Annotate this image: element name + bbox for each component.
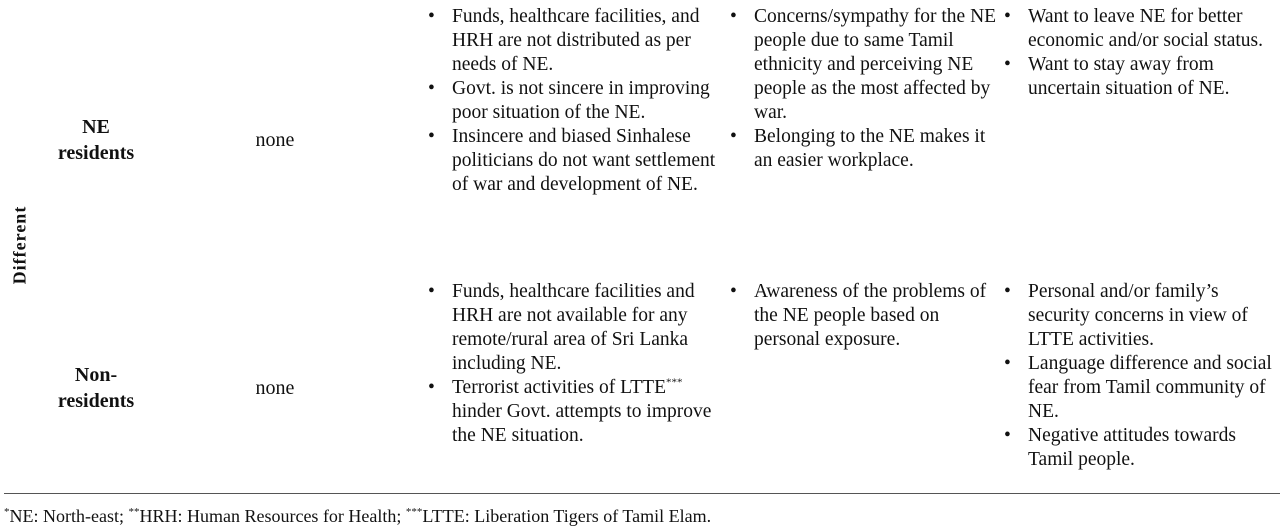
bullet-item: • Govt. is not sincere in improving poor situation of the NE. [426, 77, 726, 125]
bullet-item: • Funds, healthcare facilities and HRH are not available for any remote/rural area of Sri Lanka including NE. [426, 280, 726, 376]
bullet-item: • Awareness of the problems of the NE people based on personal exposure. [728, 280, 998, 352]
row-non-residents-col3 [728, 280, 998, 352]
bullet-item: • Terrorist activities of LTTE*** hinder Govt. attempts to improve the NE situation. [426, 376, 726, 448]
bullet-item: • Personal and/or family’s security concerns in view of LTTE activities. [1002, 280, 1280, 352]
row-ne-residents-col3 [728, 5, 998, 173]
bullet-item: • Funds, healthcare facilities, and HRH are not distributed as per needs of NE. [426, 5, 726, 77]
bullet-item: • Want to stay away from uncertain situation of NE. [1002, 53, 1280, 101]
group-label-different: Different [9, 205, 30, 285]
row-ne-residents-col4 [1002, 5, 1280, 101]
row-label-ne-residents: NE residents [57, 116, 135, 164]
row-label-non-residents: Non- residents [57, 364, 135, 412]
bullet-item: • Concerns/sympathy for the NE people due to same Tamil ethnicity and perceiving NE people as the most affected by war. [728, 5, 998, 125]
row-non-residents-col4 [1002, 280, 1280, 472]
row-non-residents-col1: none [255, 377, 295, 399]
table-footnote: *NE: North-east; **HRH: Human Resources for Health; ***LTTE: Liberation Tigers of Tamil Elam. [4, 506, 712, 526]
bullet-item: • Negative attitudes towards Tamil people. [1002, 424, 1280, 472]
row-non-residents-col2 [426, 280, 726, 448]
bullet-item: • Insincere and biased Sinhalese politicians do not want settlement of war and development of NE. [426, 125, 726, 197]
bullet-item: • Belonging to the NE makes it an easier workplace. [728, 125, 998, 173]
row-ne-residents-col2 [426, 5, 726, 197]
row-ne-residents-col1: none [255, 129, 295, 151]
table-bottom-rule [4, 493, 1280, 494]
bullet-item: • Language difference and social fear from Tamil community of NE. [1002, 352, 1280, 424]
bullet-item: • Want to leave NE for better economic and/or social status. [1002, 5, 1280, 53]
